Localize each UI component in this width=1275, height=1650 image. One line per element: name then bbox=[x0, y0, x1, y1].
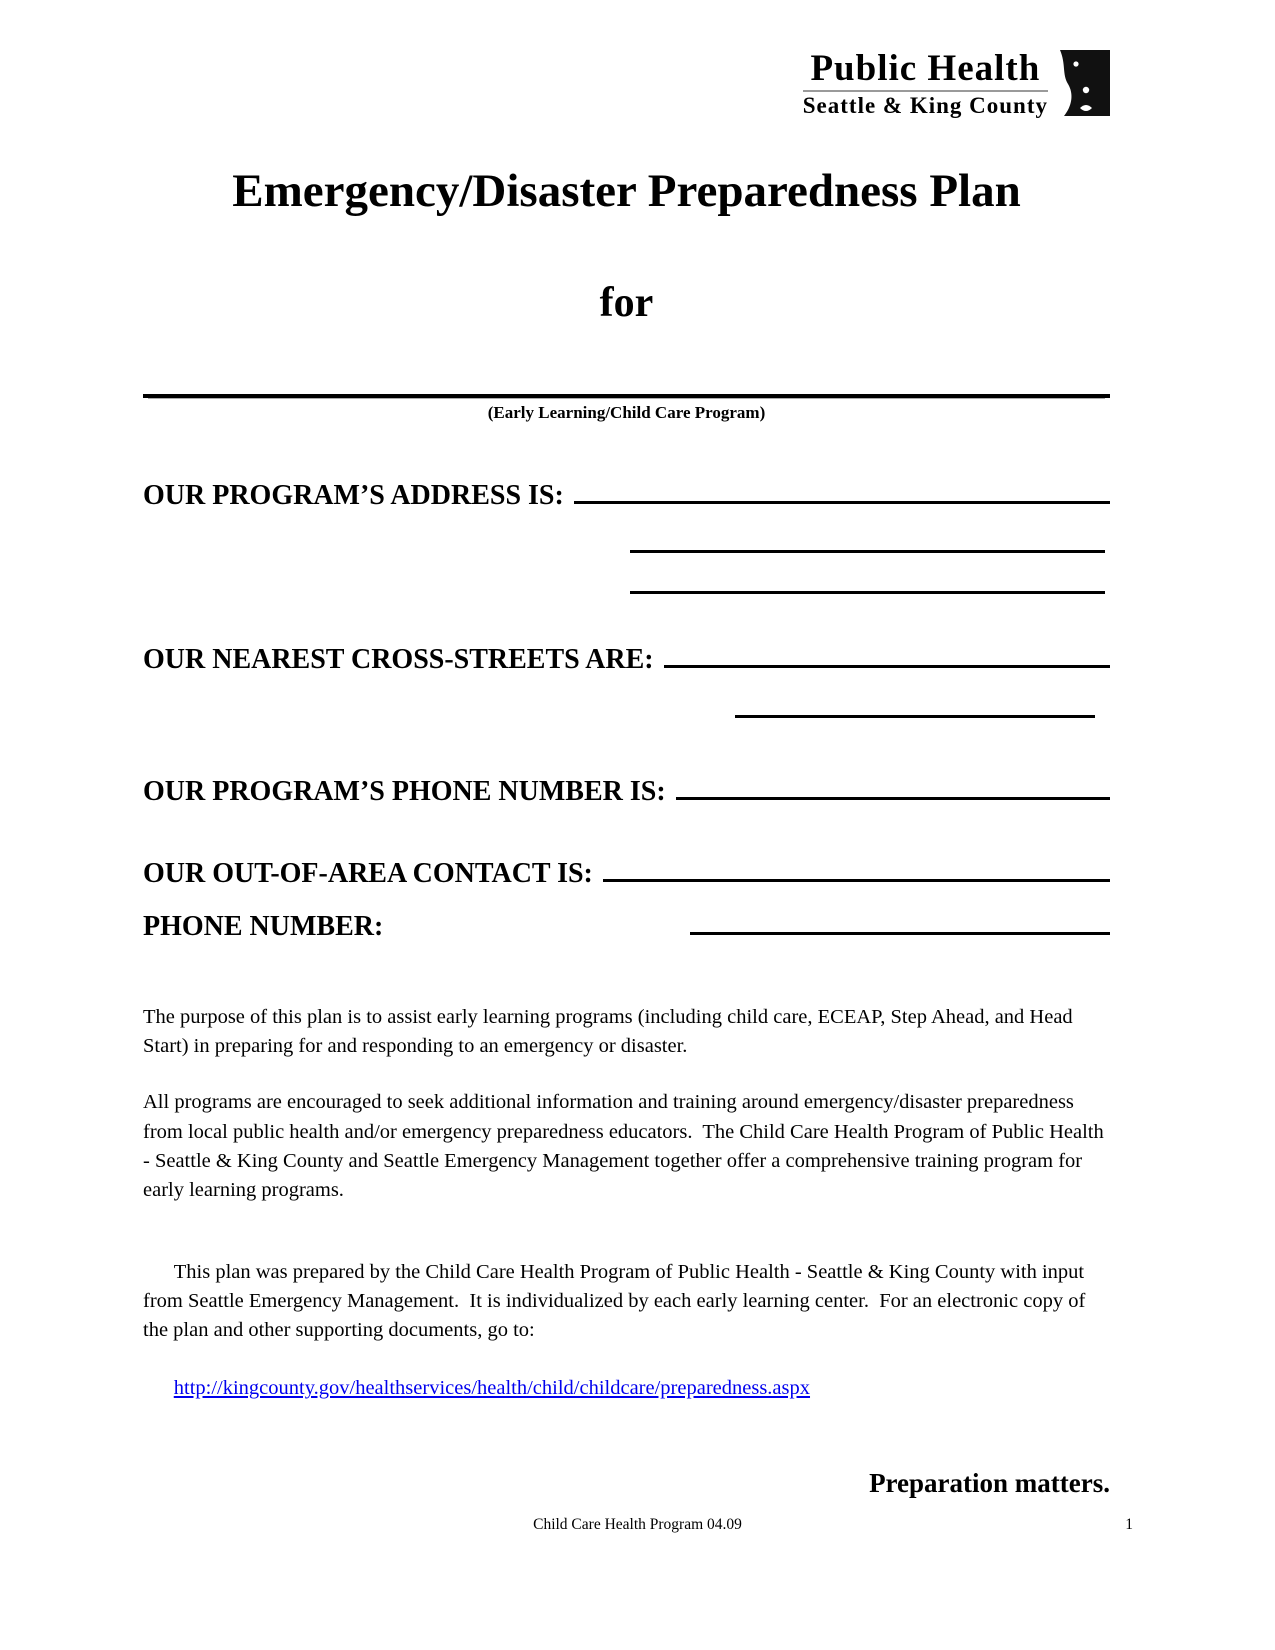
footer-program-version: Child Care Health Program 04.09 bbox=[533, 1516, 742, 1533]
out-of-area-phone-blank bbox=[690, 903, 1110, 935]
program-address-blank-2 bbox=[630, 512, 1105, 553]
program-phone-row bbox=[143, 768, 1110, 809]
program-name-caption: (Early Learning/Child Care Program) bbox=[487, 403, 766, 423]
tagline: Preparation matters. bbox=[869, 1468, 1110, 1498]
program-name-blank-line bbox=[143, 324, 1110, 398]
page-title: Emergency/Disaster Preparedness Plan bbox=[232, 165, 1021, 217]
cross-streets-blank-1 bbox=[664, 636, 1110, 668]
cross-streets-row bbox=[143, 636, 1110, 677]
training-paragraph: All programs are encouraged to seek additional information and training around emergency/disaster preparedness from local public health and/or emergency preparedness educators. The Child Care Health Program of Public Health - Seattle & King County and Seattle Emergency Management together offer a comprehensive training program for early learning programs. bbox=[143, 1091, 1109, 1201]
prepared-by-text: This plan was prepared by the Child Care Health Program of Public Health - Seattle & King County with input from Seattle Emergency Management. It is individualized by each early learning center. For an electronic copy of the plan and other supporting documents, go to: bbox=[143, 1261, 1091, 1342]
logo-divider bbox=[803, 90, 1048, 92]
program-address-blank-1 bbox=[574, 471, 1110, 503]
preparedness-link[interactable]: http://kingcounty.gov/healthservices/health/child/childcare/preparedness.aspx bbox=[173, 1377, 811, 1400]
program-address-blank-3 bbox=[630, 553, 1105, 594]
program-phone-blank bbox=[676, 768, 1110, 800]
cross-streets-label: OUR NEAREST CROSS-STREETS ARE: bbox=[143, 644, 654, 676]
logo-text-block bbox=[803, 50, 1048, 117]
out-of-area-contact-blank bbox=[603, 850, 1110, 882]
program-address-row bbox=[143, 471, 1110, 512]
prepared-by-paragraph bbox=[143, 1229, 1110, 1433]
program-address-label: OUR PROGRAM’S ADDRESS IS: bbox=[143, 479, 564, 511]
public-health-logo bbox=[143, 0, 1110, 117]
logo-title: Public Health bbox=[810, 48, 1041, 89]
program-phone-label: OUR PROGRAM’S PHONE NUMBER IS: bbox=[143, 775, 666, 807]
logo-subtitle: Seattle & King County bbox=[802, 93, 1048, 118]
out-of-area-phone-row bbox=[143, 903, 1110, 944]
purpose-paragraph: The purpose of this plan is to assist early learning programs (including child care, ECEAP, Step Ahead, and Head Start) in preparing for and responding to an emergency or disaster. bbox=[143, 1006, 1078, 1058]
out-of-area-contact-label: OUR OUT-OF-AREA CONTACT IS: bbox=[143, 858, 593, 890]
out-of-area-phone-label: PHONE NUMBER: bbox=[143, 911, 384, 943]
king-county-logo-mark-icon bbox=[1056, 50, 1110, 116]
footer-page-number: 1 bbox=[1125, 1516, 1133, 1533]
for-label: for bbox=[599, 280, 654, 327]
out-of-area-contact-row bbox=[143, 850, 1110, 891]
cross-streets-blank-2 bbox=[735, 677, 1095, 718]
